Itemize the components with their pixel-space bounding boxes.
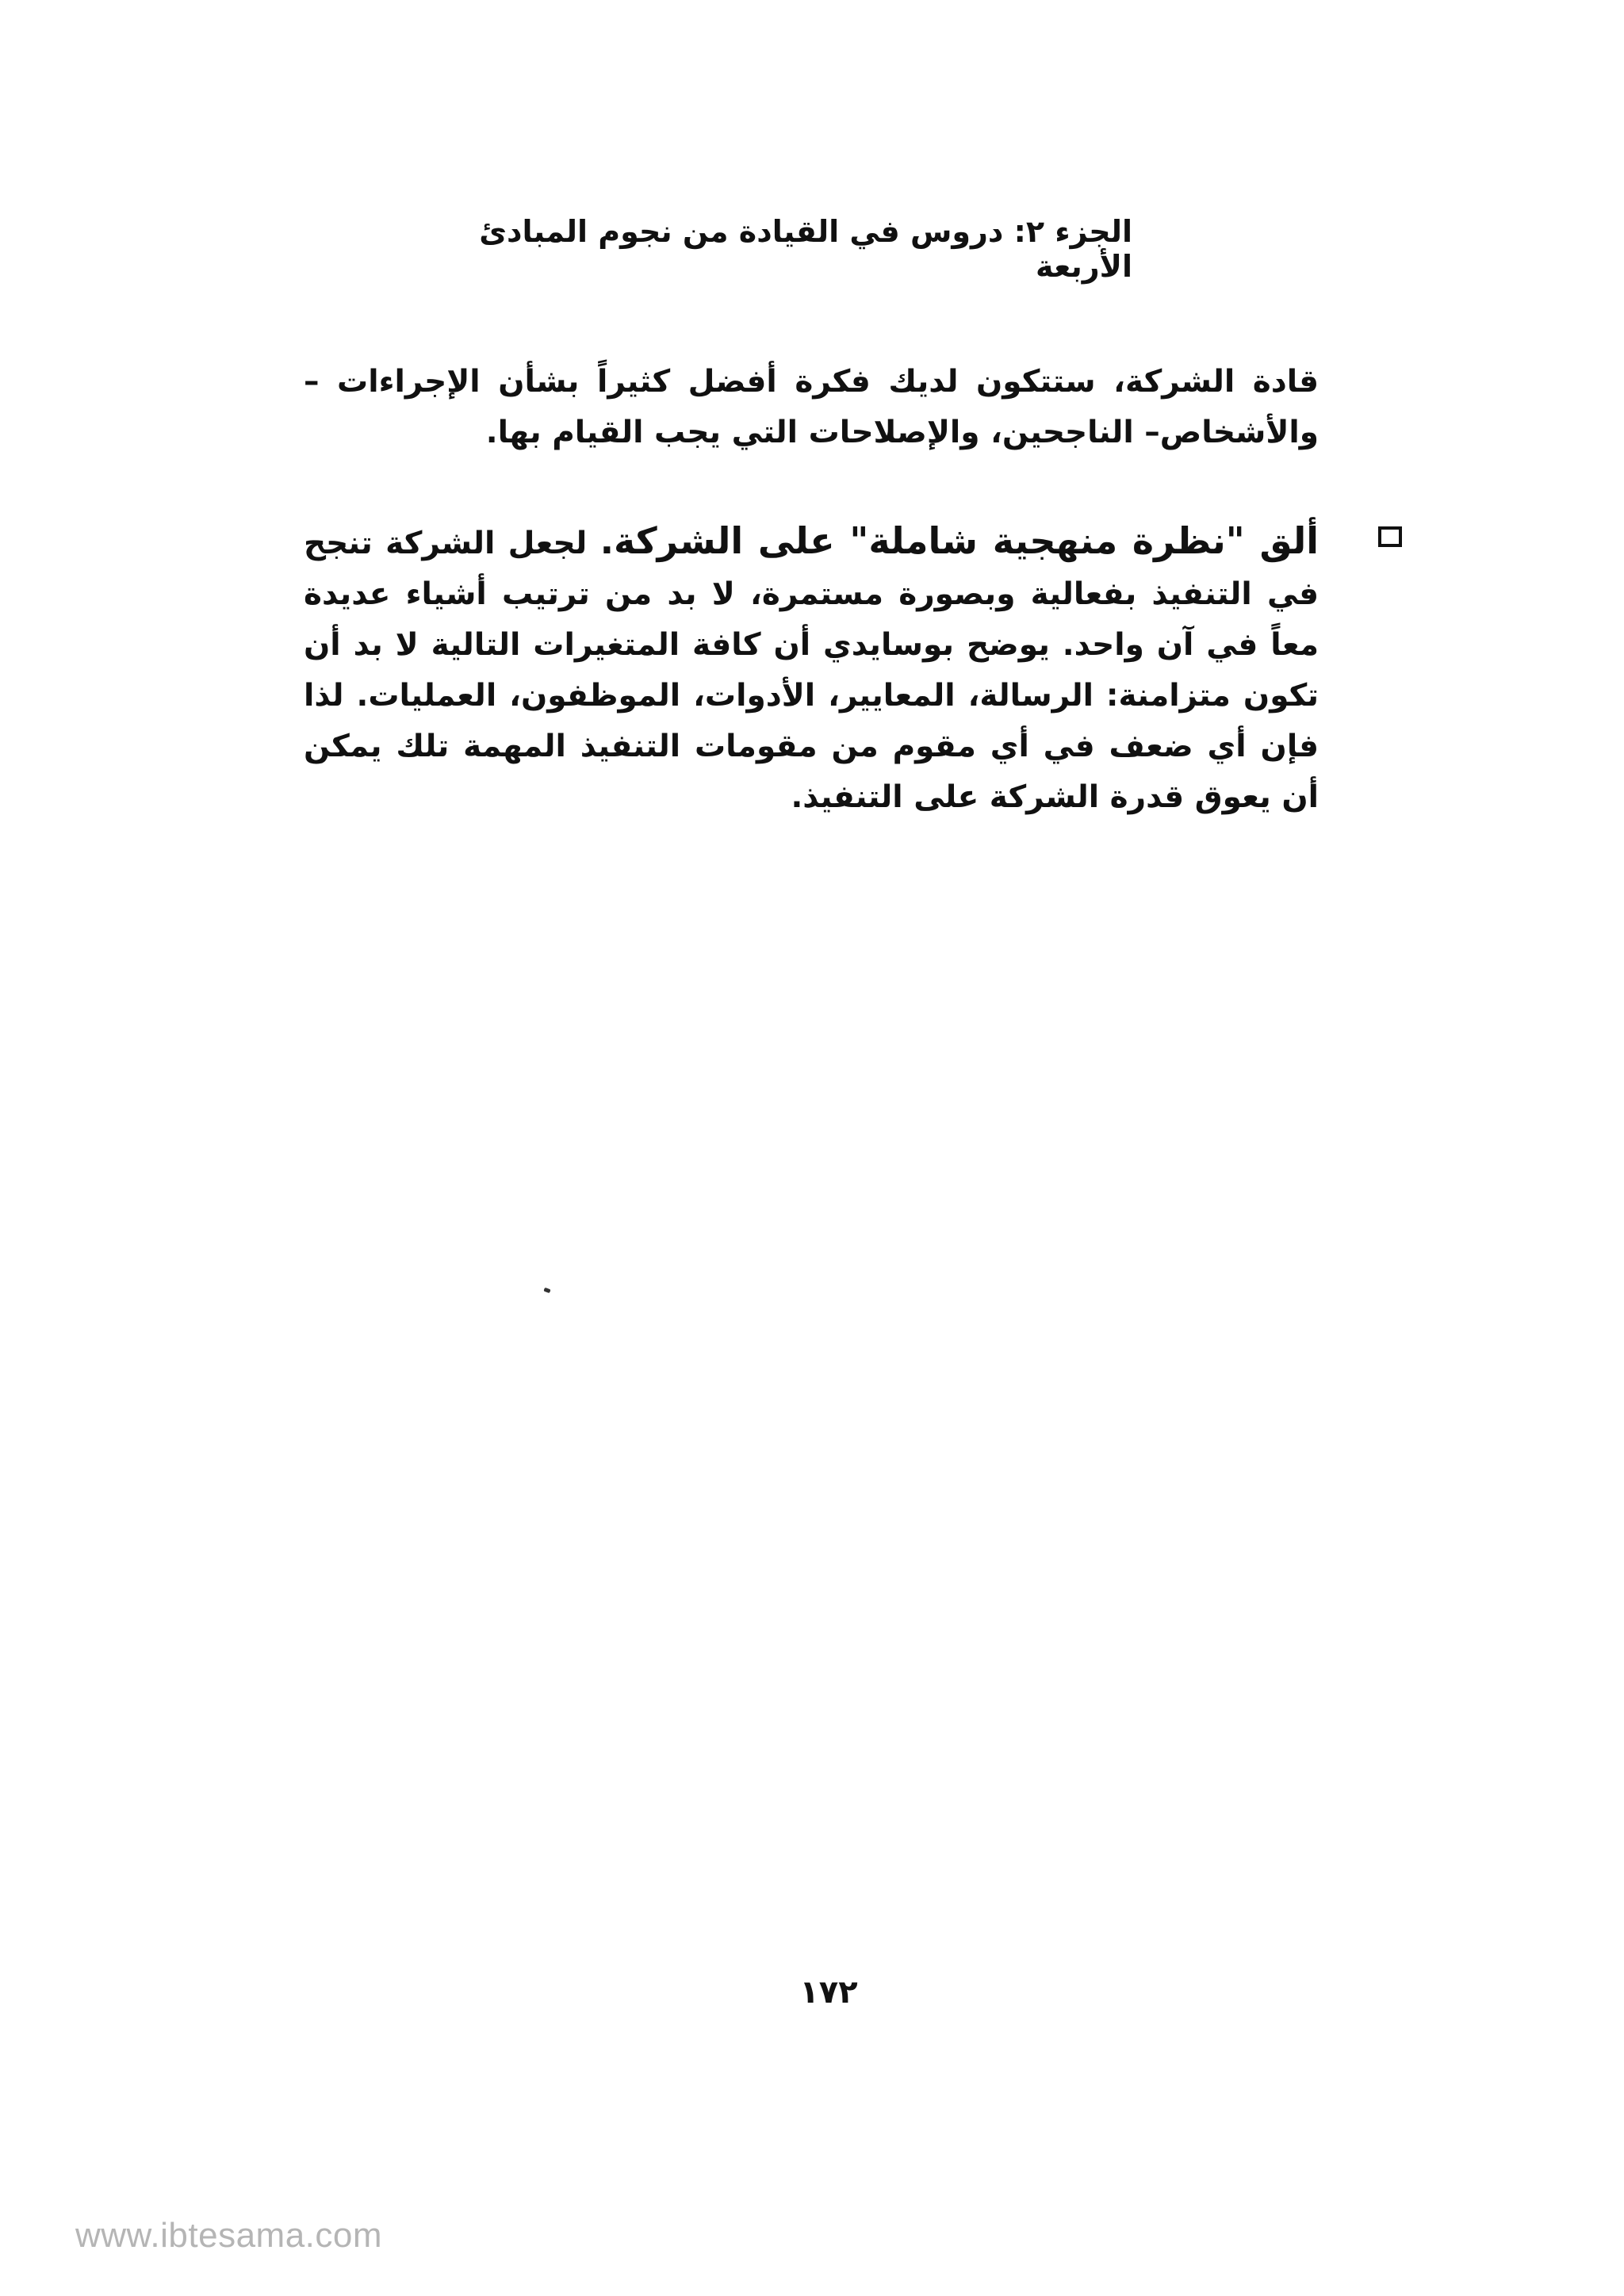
watermark-text: www.ibtesama.com	[75, 2216, 383, 2255]
stray-mark	[543, 1288, 550, 1293]
bullet-lead-phrase: ألق "نظرة منهجية شاملة" على الشركة.	[599, 519, 1319, 562]
body-paragraph: قادة الشركة، ستتكون لديك فكرة أفضل كثيراً بشأن الإجراءات –والأشخاص– الناجحين، والإصلاحات التي يجب القيام بها.	[304, 364, 1319, 450]
running-header: الجزء ٢: دروس في القيادة من نجوم المبادئ الأربعة	[479, 214, 1132, 284]
checkbox-bullet-icon	[1378, 526, 1402, 547]
bullet-body-text: لجعل الشركة تنجح في التنفيذ بفعالية وبصورة مستمرة، لا بد من ترتيب أشياء عديدة معاً في آن واحد. يوضح بوسايدي أن كافة المتغيرات التالية لا بد أن تكون متزامنة: الرسالة، المعايير، الأدوات، الموظفون، العمليات. لذا فإن أي ضعف في أي مقوم من مقومات التنفيذ المهمة تلك يمكن أن يعوق قدرة الشركة على التنفيذ.	[304, 526, 1319, 815]
page-number: ١٧٢	[799, 1974, 858, 2011]
bullet-paragraph	[304, 515, 1319, 823]
